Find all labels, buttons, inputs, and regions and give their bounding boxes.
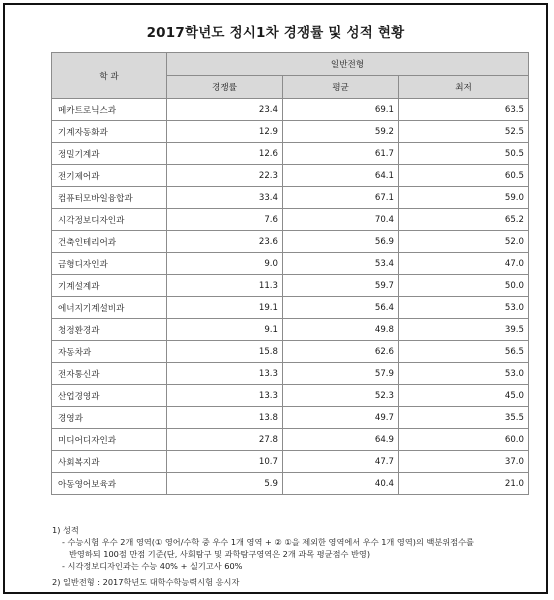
table-row <box>52 407 529 429</box>
ratio-cell: 11.3 <box>167 275 283 297</box>
avg-cell: 59.7 <box>283 275 399 297</box>
avg-cell: 53.4 <box>283 253 399 275</box>
min-cell: 37.0 <box>399 451 529 473</box>
ratio-cell: 19.1 <box>167 297 283 319</box>
avg-cell: 64.1 <box>283 165 399 187</box>
min-cell: 56.5 <box>399 341 529 363</box>
table-row <box>52 363 529 385</box>
avg-cell: 49.7 <box>283 407 399 429</box>
min-cell: 65.2 <box>399 209 529 231</box>
min-cell: 50.0 <box>399 275 529 297</box>
min-cell: 60.0 <box>399 429 529 451</box>
dept-cell: 에너지기계설비과 <box>52 297 167 319</box>
table-row <box>52 451 529 473</box>
ratio-cell: 33.4 <box>167 187 283 209</box>
dept-cell: 건축인테리어과 <box>52 231 167 253</box>
ratio-cell: 15.8 <box>167 341 283 363</box>
results-table <box>51 52 529 495</box>
avg-cell: 47.7 <box>283 451 399 473</box>
table-body <box>52 99 529 495</box>
dept-cell: 기계설계과 <box>52 275 167 297</box>
table-row <box>52 209 529 231</box>
ratio-cell: 13.8 <box>167 407 283 429</box>
avg-cell: 56.4 <box>283 297 399 319</box>
ratio-cell: 13.3 <box>167 363 283 385</box>
min-cell: 52.5 <box>399 121 529 143</box>
ratio-cell: 27.8 <box>167 429 283 451</box>
document-frame <box>3 3 548 594</box>
footnotes <box>52 524 522 588</box>
table-row <box>52 297 529 319</box>
ratio-cell: 12.6 <box>167 143 283 165</box>
min-cell: 52.0 <box>399 231 529 253</box>
ratio-cell: 12.9 <box>167 121 283 143</box>
ratio-cell: 5.9 <box>167 473 283 495</box>
note1-line3: - 시각정보디자인과는 수능 40% + 실기고사 60% <box>62 561 243 571</box>
table-row <box>52 187 529 209</box>
table-row <box>52 341 529 363</box>
table-row <box>52 429 529 451</box>
table-row <box>52 385 529 407</box>
dept-cell: 전기제어과 <box>52 165 167 187</box>
table-row <box>52 121 529 143</box>
table-row <box>52 143 529 165</box>
min-cell: 39.5 <box>399 319 529 341</box>
ratio-cell: 22.3 <box>167 165 283 187</box>
avg-cell: 61.7 <box>283 143 399 165</box>
dept-cell: 전자통신과 <box>52 363 167 385</box>
ratio-cell: 9.1 <box>167 319 283 341</box>
table-row <box>52 165 529 187</box>
dept-cell: 사회복지과 <box>52 451 167 473</box>
table-row <box>52 253 529 275</box>
table-row <box>52 99 529 121</box>
min-cell: 60.5 <box>399 165 529 187</box>
avg-cell: 57.9 <box>283 363 399 385</box>
table-row <box>52 231 529 253</box>
min-cell: 59.0 <box>399 187 529 209</box>
avg-cell: 52.3 <box>283 385 399 407</box>
dept-cell: 자동차과 <box>52 341 167 363</box>
note1-line1: - 수능시험 우수 2개 영역(① 영어/수학 중 우수 1개 영역 + ② ①을 제외한 영역에서 우수 1개 영역)의 백분위점수를 <box>62 537 474 547</box>
ratio-header: 경쟁률 <box>167 76 283 99</box>
dept-header: 학 과 <box>52 53 167 99</box>
dept-cell: 아동영어보육과 <box>52 473 167 495</box>
avg-cell: 69.1 <box>283 99 399 121</box>
ratio-cell: 9.0 <box>167 253 283 275</box>
avg-header: 평균 <box>283 76 399 99</box>
ratio-cell: 7.6 <box>167 209 283 231</box>
page-title: 2017학년도 정시1차 경쟁률 및 성적 현황 <box>146 25 405 41</box>
table-row <box>52 275 529 297</box>
avg-cell: 59.2 <box>283 121 399 143</box>
dept-cell: 시각정보디자인과 <box>52 209 167 231</box>
min-cell: 21.0 <box>399 473 529 495</box>
avg-cell: 64.9 <box>283 429 399 451</box>
dept-cell: 청정환경과 <box>52 319 167 341</box>
dept-cell: 기계자동화과 <box>52 121 167 143</box>
avg-cell: 49.8 <box>283 319 399 341</box>
dept-cell: 정밀기계과 <box>52 143 167 165</box>
dept-cell: 산업경영과 <box>52 385 167 407</box>
avg-cell: 40.4 <box>283 473 399 495</box>
note1-title: 1) 성적 <box>52 525 79 535</box>
ratio-cell: 10.7 <box>167 451 283 473</box>
table-row <box>52 319 529 341</box>
dept-cell: 금형디자인과 <box>52 253 167 275</box>
min-cell: 50.5 <box>399 143 529 165</box>
note2: 2) 일반전형 : 2017학년도 대학수학능력시험 응시자 <box>52 577 240 587</box>
ratio-cell: 23.6 <box>167 231 283 253</box>
group-header: 일반전형 <box>167 53 529 76</box>
avg-cell: 56.9 <box>283 231 399 253</box>
avg-cell: 70.4 <box>283 209 399 231</box>
note1-line2: 반영하되 100점 만점 기준(단, 사회탐구 및 과학탐구영역은 2개 과목 평균점수 반영) <box>69 549 371 559</box>
ratio-cell: 23.4 <box>167 99 283 121</box>
min-cell: 63.5 <box>399 99 529 121</box>
table-row <box>52 473 529 495</box>
ratio-cell: 13.3 <box>167 385 283 407</box>
min-cell: 35.5 <box>399 407 529 429</box>
min-cell: 47.0 <box>399 253 529 275</box>
avg-cell: 67.1 <box>283 187 399 209</box>
min-cell: 45.0 <box>399 385 529 407</box>
avg-cell: 62.6 <box>283 341 399 363</box>
dept-cell: 컴퓨터모바일융합과 <box>52 187 167 209</box>
dept-cell: 메카트로닉스과 <box>52 99 167 121</box>
min-cell: 53.0 <box>399 297 529 319</box>
dept-cell: 경영과 <box>52 407 167 429</box>
min-cell: 53.0 <box>399 363 529 385</box>
min-header: 최저 <box>399 76 529 99</box>
dept-cell: 미디어디자인과 <box>52 429 167 451</box>
